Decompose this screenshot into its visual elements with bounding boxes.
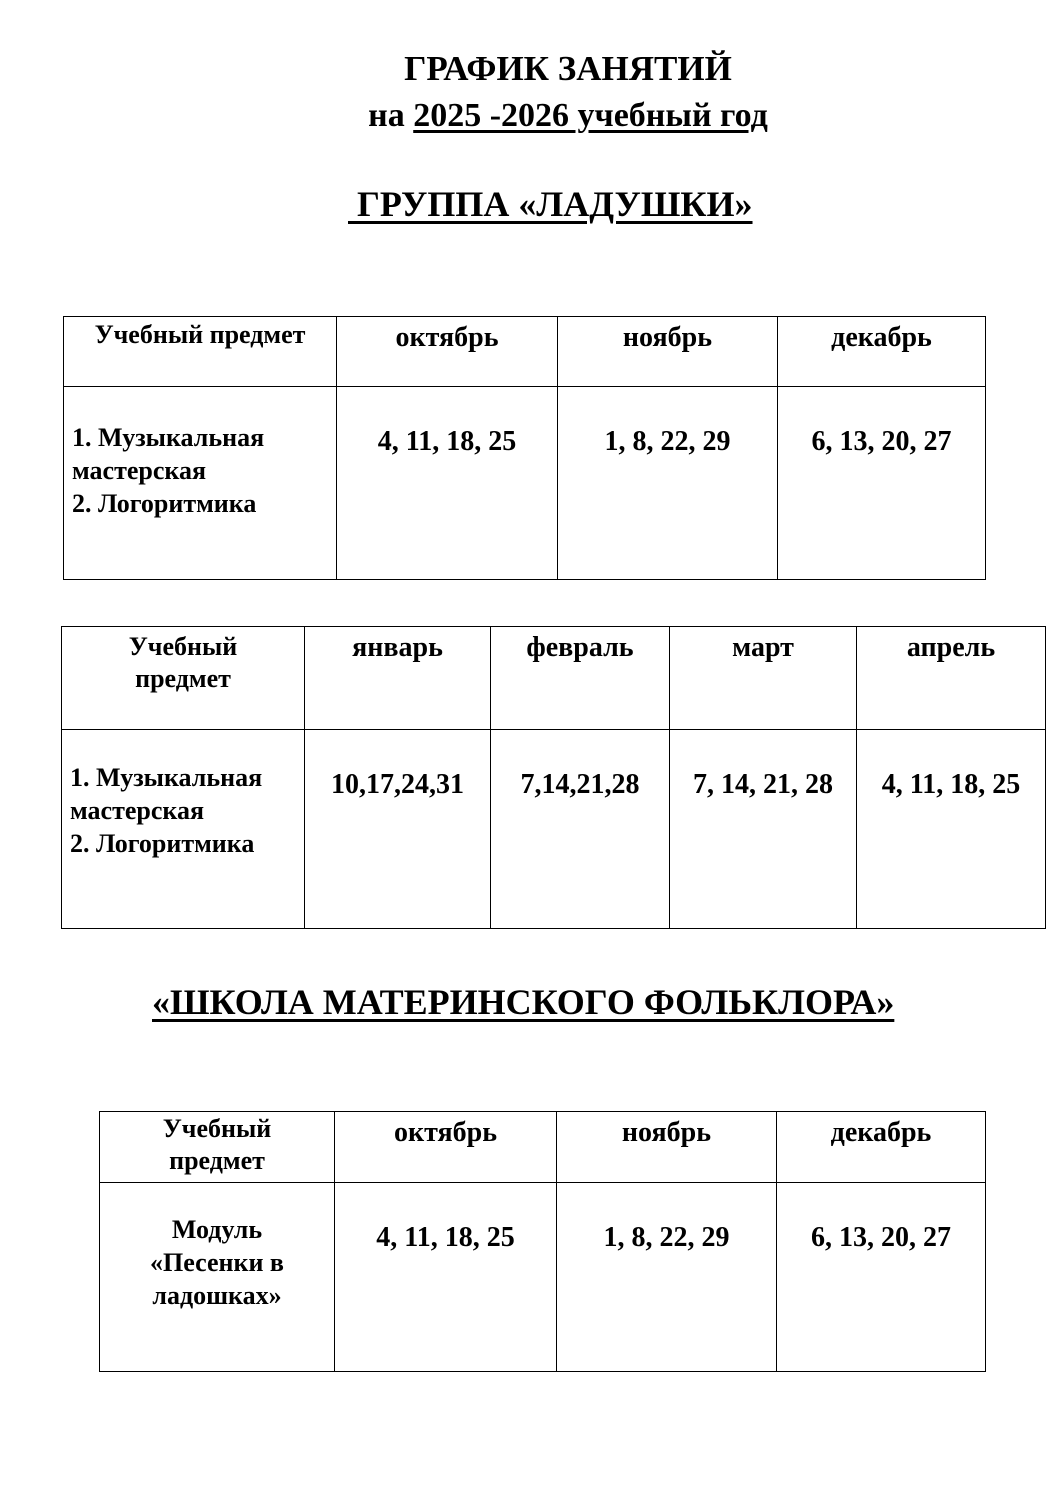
dates-cell: 10,17,24,31 [305, 730, 491, 929]
table-row [100, 1183, 986, 1372]
subject-line: Модуль [171, 1215, 263, 1244]
schedule-table-spring [61, 626, 1046, 929]
month-header: март [670, 627, 857, 730]
month-header: январь [305, 627, 491, 730]
subject-line: мастерская [72, 456, 207, 485]
subject-line: 2. Логоритмика [72, 489, 257, 518]
dates-cell: 6, 13, 20, 27 [778, 387, 986, 580]
document-title: ГРАФИК ЗАНЯТИЙ [404, 49, 732, 88]
table-header-row [100, 1112, 986, 1183]
dates-cell: 1, 8, 22, 29 [558, 387, 778, 580]
subject-header-line: предмет [135, 664, 231, 693]
subject-line: 1. Музыкальная [70, 763, 263, 792]
month-header: октябрь [335, 1112, 557, 1183]
subject-header [62, 627, 305, 730]
subject-cell [100, 1183, 335, 1372]
table-header-row [62, 627, 1046, 730]
academic-year: 2025 -2026 учебный год [413, 97, 768, 134]
subject-line: 1. Музыкальная [72, 423, 265, 452]
table-header-row [64, 317, 986, 387]
table-row [64, 387, 986, 580]
month-header: ноябрь [558, 317, 778, 387]
month-header: апрель [857, 627, 1046, 730]
subject-cell [62, 730, 305, 929]
subject-line: «Песенки в [150, 1248, 284, 1277]
schedule-table-autumn [63, 316, 986, 580]
subject-header [100, 1112, 335, 1183]
schedule-table-folklore [99, 1111, 986, 1372]
subject-line: ладошках» [152, 1281, 282, 1310]
dates-cell: 6, 13, 20, 27 [777, 1183, 986, 1372]
month-header: февраль [491, 627, 670, 730]
subject-line: 2. Логоритмика [70, 829, 255, 858]
dates-cell: 7, 14, 21, 28 [670, 730, 857, 929]
dates-cell: 4, 11, 18, 25 [335, 1183, 557, 1372]
subject-header-line: предмет [169, 1146, 265, 1175]
subject-header: Учебный предмет [64, 317, 337, 387]
folklore-school-heading: «ШКОЛА МАТЕРИНСКОГО ФОЛЬКЛОРА» [152, 982, 895, 1022]
group-heading: ГРУППА «ЛАДУШКИ» [348, 184, 753, 224]
dates-cell: 4, 11, 18, 25 [337, 387, 558, 580]
subject-header-line: Учебный [162, 1114, 272, 1143]
dates-cell: 7,14,21,28 [491, 730, 670, 929]
dates-cell: 1, 8, 22, 29 [557, 1183, 777, 1372]
month-header: декабрь [777, 1112, 986, 1183]
table-row [62, 730, 1046, 929]
subtitle-prefix: на [368, 97, 414, 134]
month-header: декабрь [778, 317, 986, 387]
month-header: ноябрь [557, 1112, 777, 1183]
document-subtitle [0, 96, 1061, 136]
month-header: октябрь [337, 317, 558, 387]
dates-cell: 4, 11, 18, 25 [857, 730, 1046, 929]
subject-line: мастерская [70, 796, 205, 825]
subject-header-line: Учебный [128, 632, 238, 661]
subject-cell [64, 387, 337, 580]
